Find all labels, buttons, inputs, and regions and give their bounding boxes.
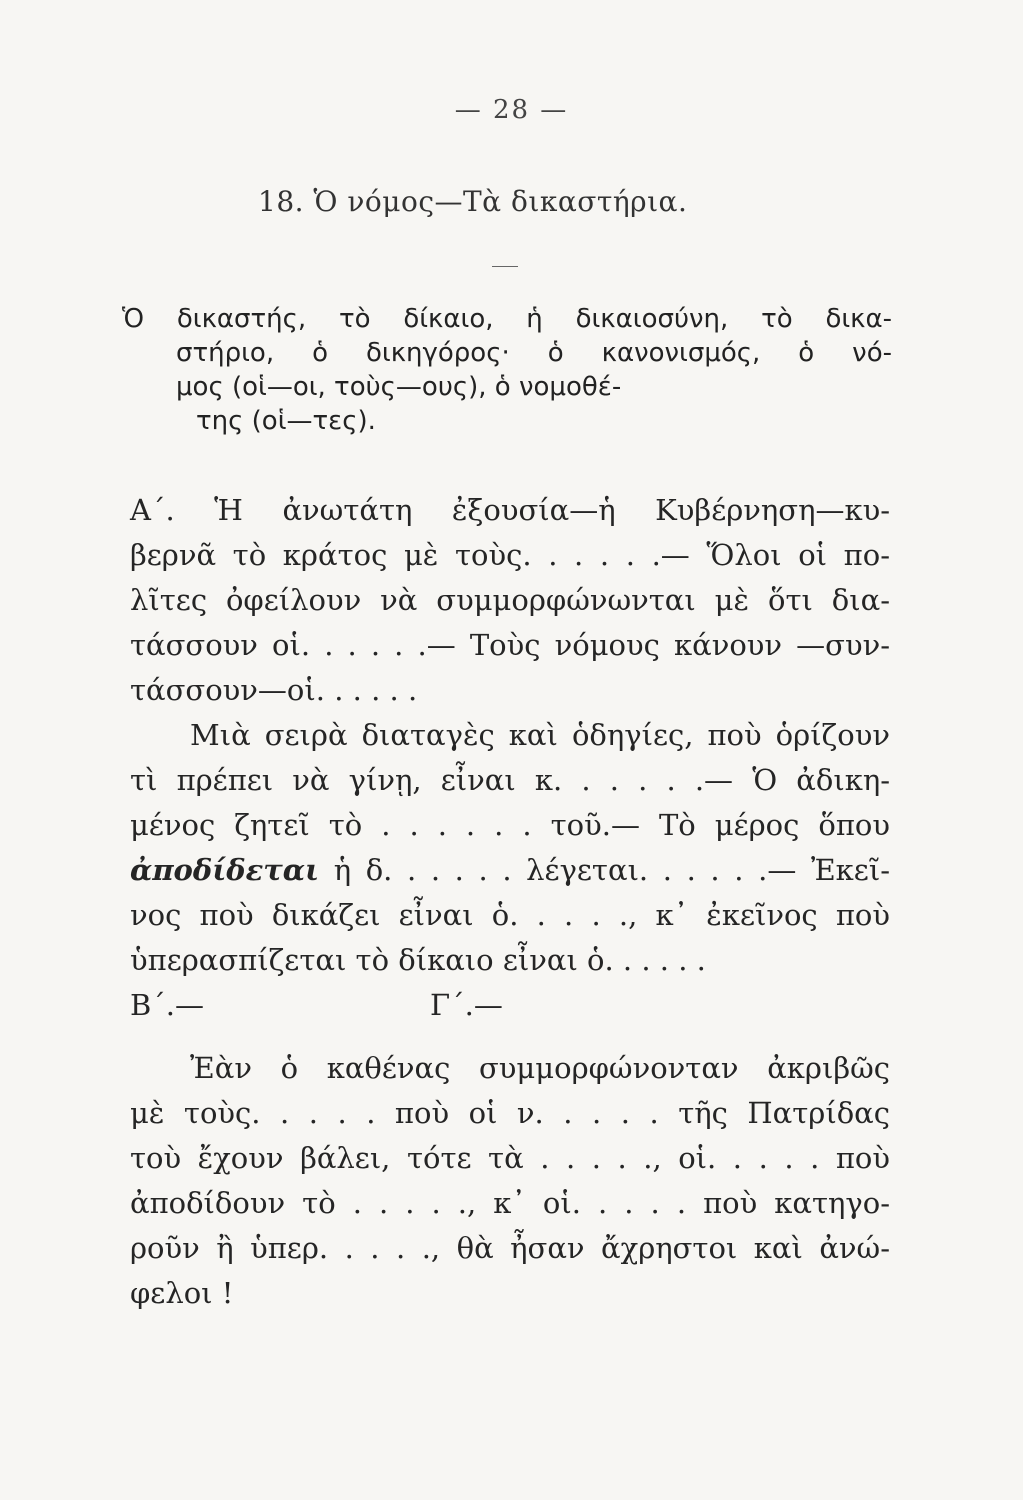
section-heading: 18. Ὁ νόμος—Τὰ δικαστήρια. [258, 185, 688, 218]
text-line: τὶ πρέπει νὰ γίνῃ, εἶναι κ. . . . . .— Ὁ ἀδικη- [130, 763, 890, 797]
text-line: τάσσουν—οἱ. . . . . . [130, 673, 418, 707]
exercise-labels [130, 983, 890, 1028]
text-line: ροῦν ἢ ὑπερ. . . . ., θὰ ἦσαν ἄχρηστοι καὶ ἀνώ- [130, 1231, 890, 1265]
text-line: τοὺ ἔχουν βάλει, τότε τὰ . . . . ., οἱ. . . . . ποὺ [130, 1141, 890, 1175]
text-line: μένος ζητεῖ τὸ . . . . . . τοῦ.— Τὸ μέρος ὅπου [130, 808, 890, 842]
vocab-line: στήριο, ὁ δικηγόρος· ὁ κανονισμός, ὁ νό- [176, 338, 892, 368]
emphasized-word: ἀποδίδεται [130, 853, 320, 887]
text-line: μὲ τοὺς. . . . . ποὺ οἱ ν. . . . . τῆς Πατρίδας [130, 1096, 890, 1130]
section-b-label: Β΄.— [130, 988, 205, 1022]
text-line: Α΄. Ἡ ἀνωτάτη ἐξουσία—ἡ Κυβέρνηση—κυ- [130, 493, 890, 527]
exercise-body [130, 488, 890, 1316]
vocab-line: μος (οἱ—οι, τοὺς—ους), ὁ νομοθέ- [176, 372, 622, 402]
text-line: νος ποὺ δικάζει εἶναι ὁ. . . . ., κ᾽ ἐκεῖνος ποὺ [130, 898, 890, 932]
vocab-line: Ὁ δικαστής, τὸ δίκαιο, ἡ δικαιοσύνη, τὸ δικα- [122, 304, 892, 334]
section-g-label: Γ΄.— [430, 988, 503, 1022]
vocab-line: της (οἱ—τες). [196, 406, 376, 436]
text-line: ὑπερασπίζεται τὸ δίκαιο εἶναι ὁ. . . . . . [130, 943, 706, 977]
divider-rule [492, 266, 518, 267]
page-number: — 28 — [454, 95, 569, 125]
text-line: φελοι ! [130, 1276, 234, 1310]
text-line: Μιὰ σειρὰ διαταγὲς καὶ ὁδηγίες, ποὺ ὁρίζουν [190, 718, 890, 752]
text-line: Ἐὰν ὁ καθένας συμμορφώνονταν ἀκριβῶς [190, 1051, 890, 1085]
text-fragment: ἡ δ. . . . . . λέγεται. . . . . .— Ἐκεῖ- [319, 853, 890, 887]
text-line [130, 848, 890, 893]
text-line: ἀποδίδουν τὸ . . . . ., κ᾽ οἱ. . . . . ποὺ κατηγο- [130, 1186, 890, 1220]
text-line: λῖτες ὀφείλουν νὰ συμμορφώνωνται μὲ ὅτι δια- [130, 583, 890, 617]
text-line: τάσσουν οἱ. . . . . .— Τοὺς νόμους κάνουν —συν- [130, 628, 890, 662]
text-line: βερνᾶ τὸ κράτος μὲ τοὺς. . . . . .— Ὅλοι οἱ πο- [130, 538, 890, 572]
vocabulary-list [122, 302, 892, 438]
